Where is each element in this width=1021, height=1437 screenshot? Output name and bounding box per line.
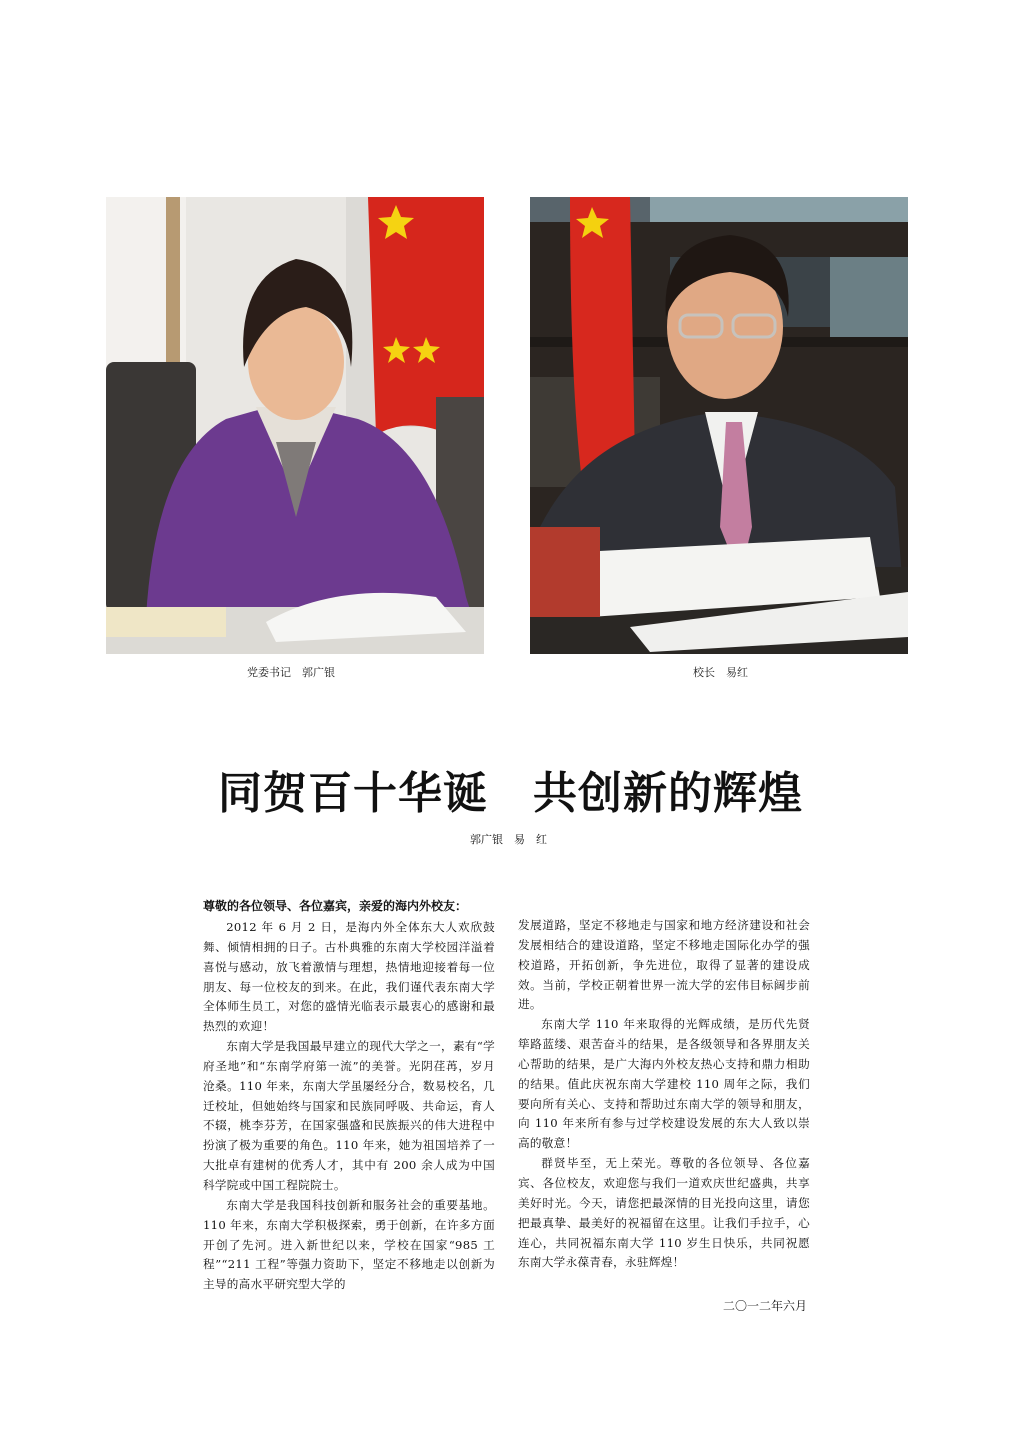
article-date: 二〇一二年六月 xyxy=(723,1299,808,1313)
photo-party-secretary xyxy=(106,197,484,654)
article-column-right xyxy=(518,916,810,1273)
salutation: 尊敬的各位领导、各位嘉宾，亲爱的海内外校友： xyxy=(203,899,468,913)
article-byline: 郭广银 易 红 xyxy=(470,833,547,846)
paragraph: 东南大学是我国科技创新和服务社会的重要基地。110 年来，东南大学积极探索，勇于创新，在许多方面开创了先河。进入新世纪以来，学校在国家“985 工程”“211 工程”等强力资助下，坚定不移地走以创新为主导的高水平研究型大学的 xyxy=(203,1197,495,1292)
photo-president xyxy=(530,197,908,654)
article-column-left xyxy=(203,918,495,1295)
photo-caption-left: 党委书记 郭广银 xyxy=(247,666,335,679)
photo-caption-right: 校长 易红 xyxy=(693,666,748,679)
paragraph: 东南大学是我国最早建立的现代大学之一，素有“学府圣地”和“东南学府第一流”的美誉。光阴荏苒，岁月沧桑。110 年来，东南大学虽屡经分合，数易校名，几迁校址，但她始终与国家和民族同呼吸、共命运，育人不辍，桃李芬芳，在国家强盛和民族振兴的伟大进程中扮演了极为重要的角色。110 年来，她为祖国培养了一大批卓有建树的优秀人才，其中有 200 余人成为中国科学院或中国工程院院士。 xyxy=(203,1039,495,1192)
paragraph: 2012 年 6 月 2 日，是海内外全体东大人欢欣鼓舞、倾情相拥的日子。古朴典雅的东南大学校园洋溢着喜悦与感动，放飞着激情与理想，热情地迎接着每一位朋友、每一位校友的到来。在此，我们谨代表东南大学全体师生员工，对您的盛情光临表示最衷心的感谢和最热烈的欢迎！ xyxy=(203,920,495,1034)
paragraph: 东南大学 110 年来取得的光辉成绩，是历代先贤筚路蓝缕、艰苦奋斗的结果，是各级领导和各界朋友关心帮助的结果，是广大海内外校友热心支持和鼎力相助的结果。值此庆祝东南大学建校 110 周年之际，我们要向所有关心、支持和帮助过东南大学的领导和朋友，向 110 年来所有参与过学校建设发展的东大人致以崇高的敬意！ xyxy=(518,1017,810,1151)
paragraph: 群贤毕至，无上荣光。尊敬的各位领导、各位嘉宾、各位校友，欢迎您与我们一道欢庆世纪盛典，共享美好时光。今天，请您把最深情的目光投向这里，请您把最真挚、最美好的祝福留在这里。让我们手拉手，心连心，共同祝福东南大学 110 岁生日快乐，共同祝愿东南大学永葆青春，永驻辉煌！ xyxy=(518,1156,810,1270)
article-title: 同贺百十华诞 共创新的辉煌 xyxy=(218,768,803,819)
paragraph-continued: 发展道路，坚定不移地走与国家和地方经济建设和社会发展相结合的建设道路，坚定不移地走国际化办学的强校道路，开拓创新，争先进位，取得了显著的建设成效。当前，学校正朝着世界一流大学的宏伟目标阔步前进。 xyxy=(518,918,810,1012)
